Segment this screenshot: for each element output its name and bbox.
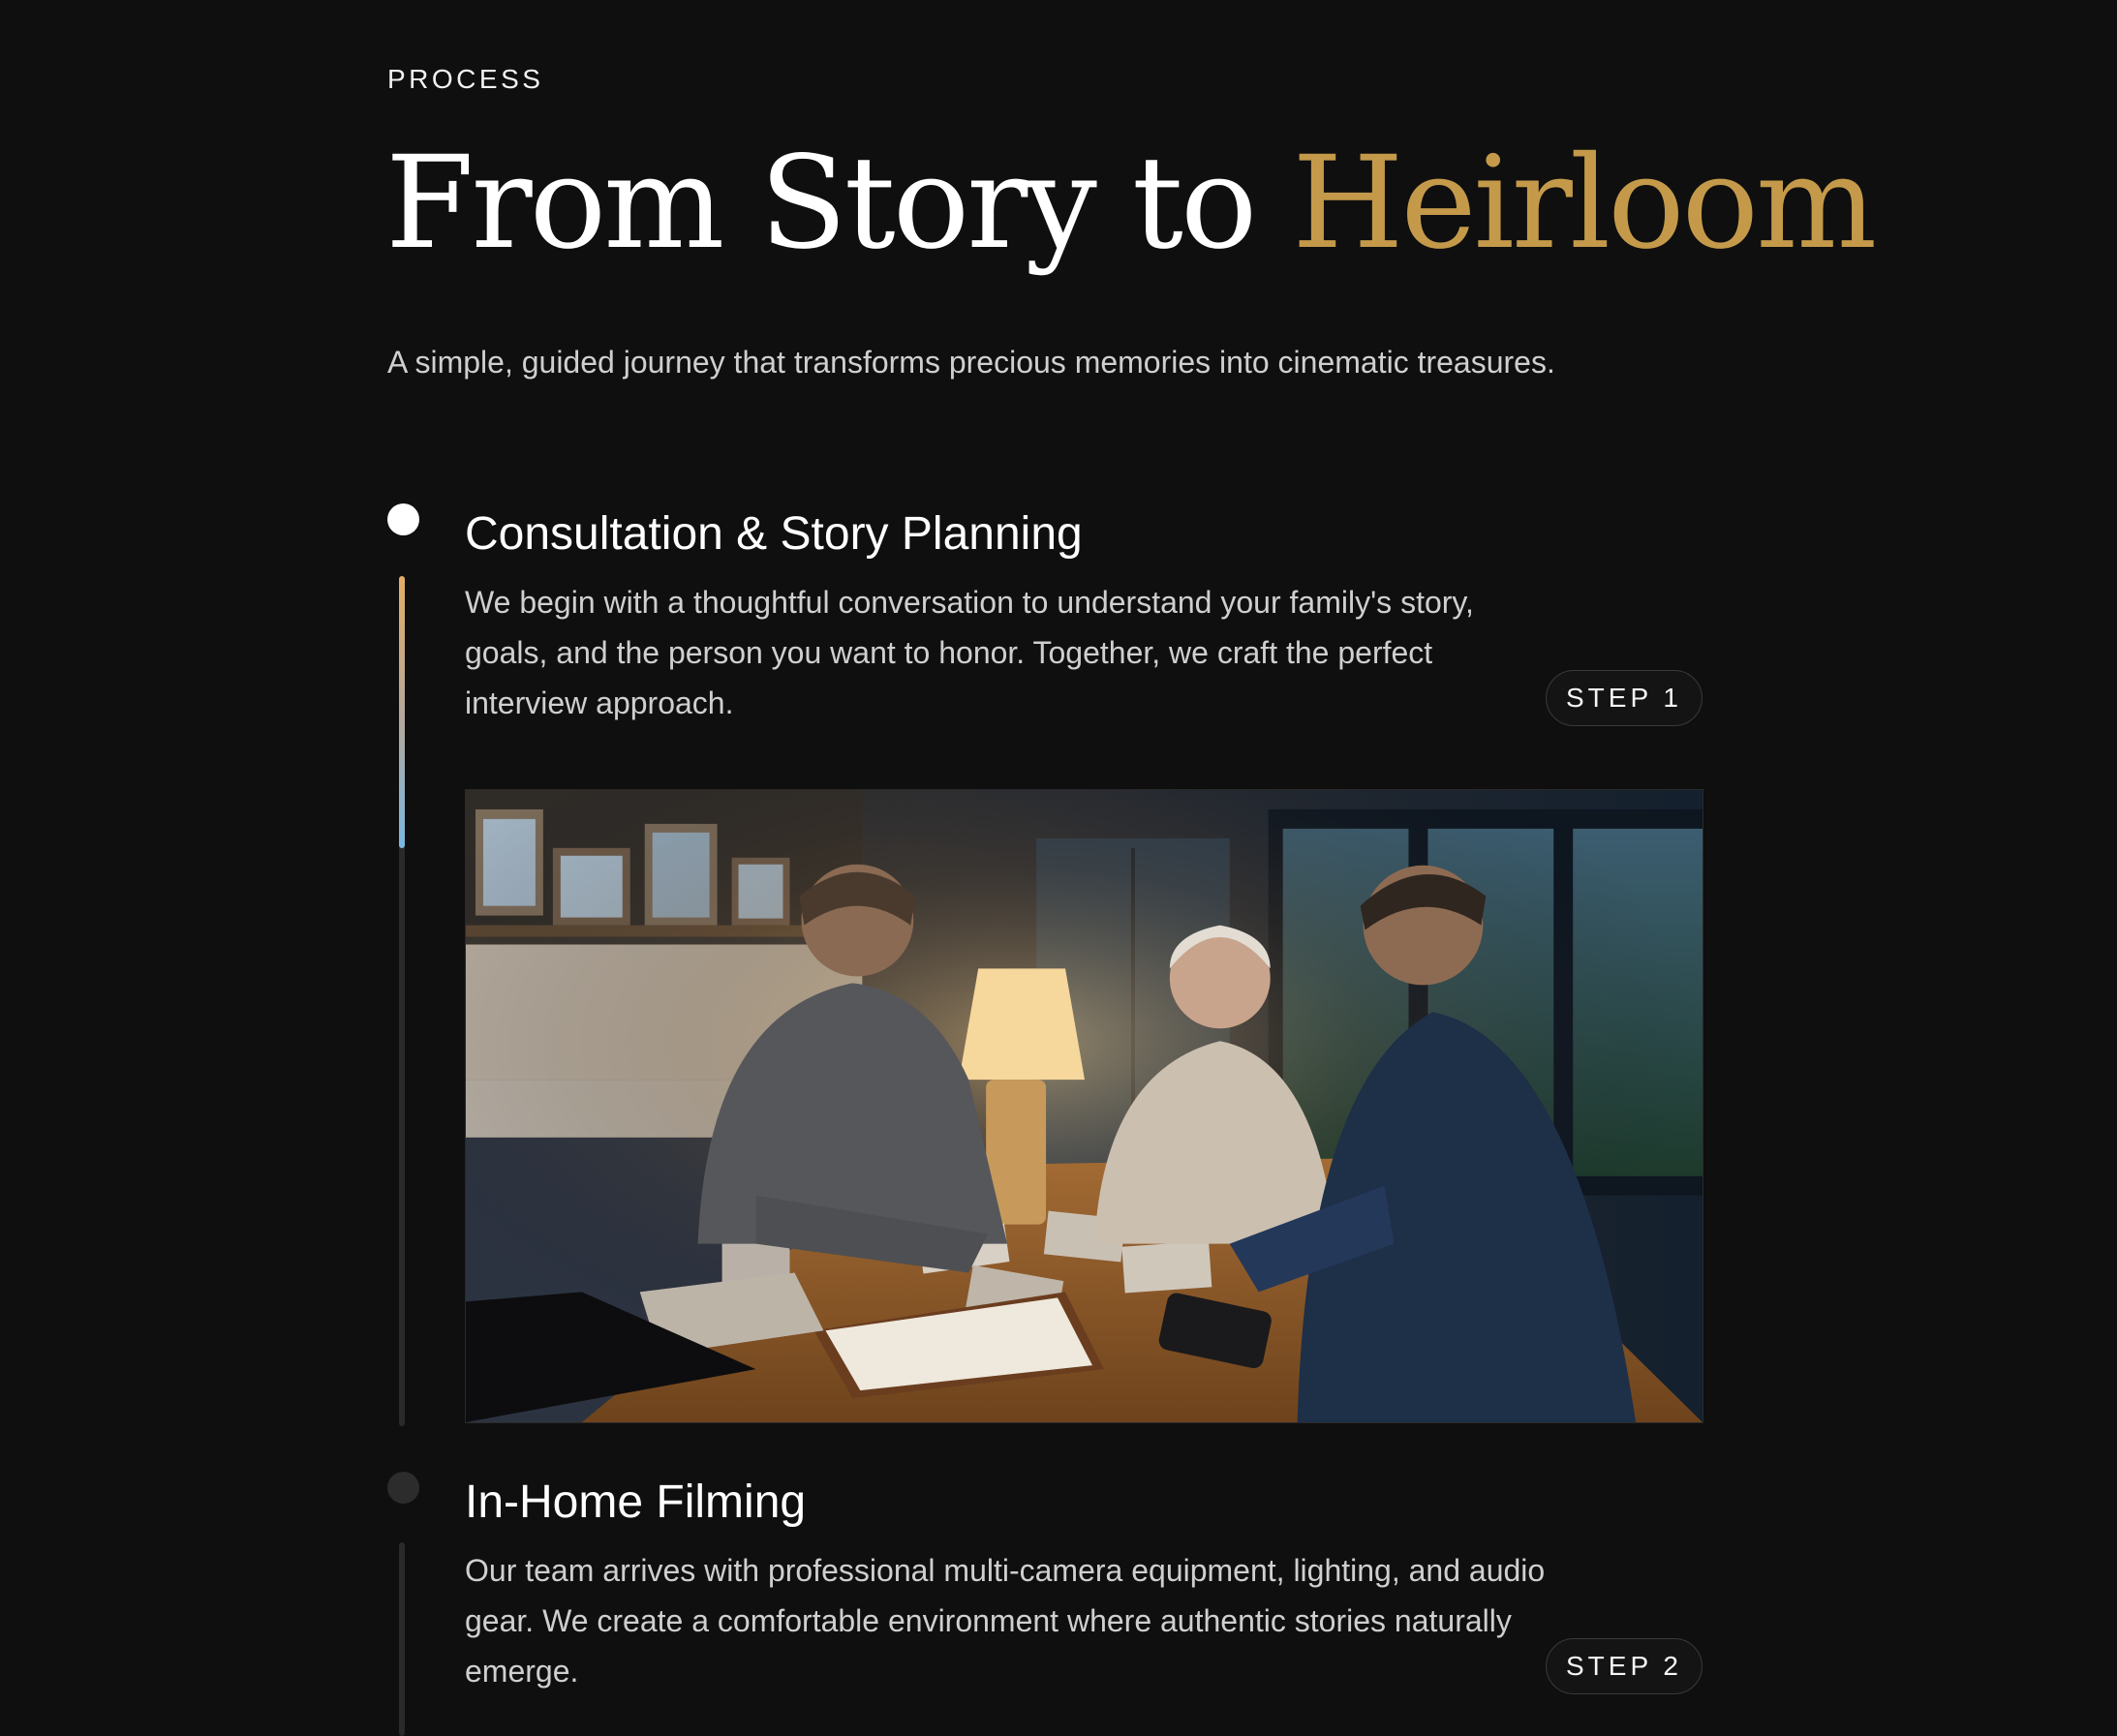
photo-illustration: [466, 790, 1703, 1422]
section-headline: [385, 126, 1874, 281]
step-title: In-Home Filming: [465, 1477, 807, 1528]
step-badge: STEP 2: [1546, 1638, 1703, 1694]
family-consultation-photo: [465, 789, 1703, 1423]
headline-accent: Heirloom: [1292, 129, 1875, 278]
timeline-dot-inactive: [387, 1472, 419, 1504]
step-badge: STEP 1: [1546, 670, 1703, 726]
step-description: We begin with a thoughtful conversation to understand your family's story, goals, and the person you want to honor. Together, we craft the perfect interview approach.: [465, 585, 1474, 720]
step-description: Our team arrives with professional multi-camera equipment, lighting, and audio gear. We create a comfortable environment where authentic stories naturally emerge.: [465, 1553, 1546, 1689]
timeline-rail: [399, 576, 405, 1426]
headline-main: From Story to: [385, 129, 1293, 278]
timeline-progress-fill: [399, 576, 405, 848]
section-subtitle: A simple, guided journey that transforms precious memories into cinematic treasures.: [387, 345, 1555, 380]
timeline-rail: [399, 1542, 405, 1736]
step-title: Consultation & Story Planning: [465, 508, 1083, 560]
section-eyebrow: PROCESS: [387, 64, 544, 94]
timeline-dot-active: [387, 503, 419, 535]
